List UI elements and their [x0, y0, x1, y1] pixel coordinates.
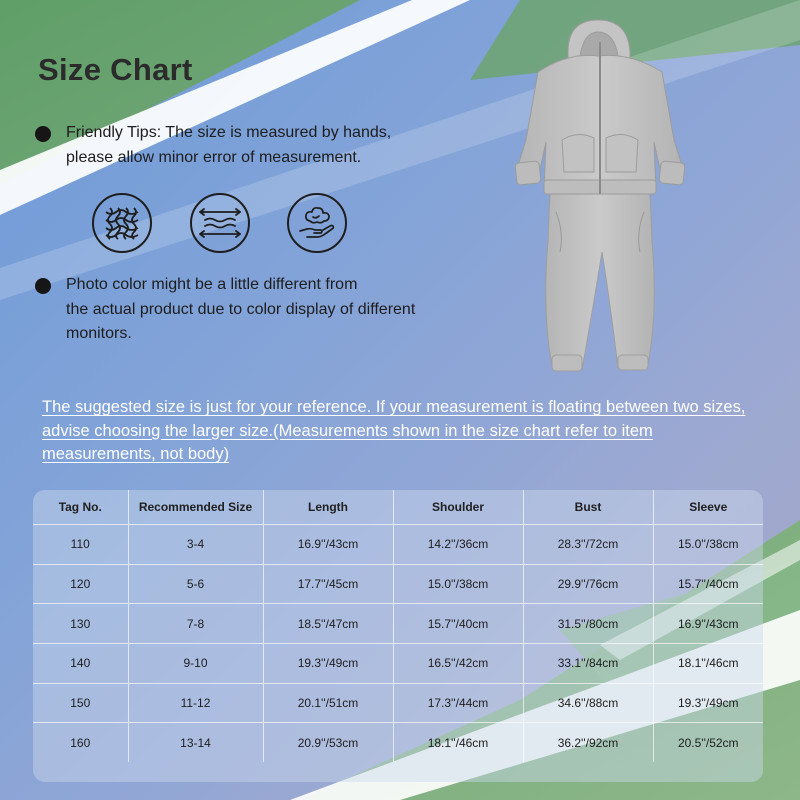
cell-recommended-size: 5-6	[128, 564, 263, 604]
tip-photo-color-text: Photo color might be a little different from the actual product due to color display of different monitors.	[66, 276, 416, 342]
cell-length: 17.7''/45cm	[263, 564, 393, 604]
table-row	[33, 525, 763, 565]
cell-length: 18.5''/47cm	[263, 604, 393, 644]
table-row	[33, 604, 763, 644]
cell-recommended-size: 7-8	[128, 604, 263, 644]
cell-shoulder: 17.3''/44cm	[393, 683, 523, 723]
cell-sleeve: 16.9''/43cm	[653, 604, 763, 644]
table-row	[33, 564, 763, 604]
cell-sleeve: 18.1''/46cm	[653, 644, 763, 684]
header-tag-no: Tag No.	[33, 490, 128, 525]
cell-tag-no: 130	[33, 604, 128, 644]
cell-tag-no: 120	[33, 564, 128, 604]
header-sleeve: Sleeve	[689, 500, 728, 514]
cotton-hand-icon	[287, 193, 347, 253]
cell-recommended-size: 9-10	[128, 644, 263, 684]
stretch-fabric-icon	[190, 193, 250, 253]
cell-bust: 31.5''/80cm	[523, 604, 653, 644]
cell-length: 20.1''/51cm	[263, 683, 393, 723]
cell-sleeve: 19.3''/49cm	[653, 683, 763, 723]
cell-bust: 28.3''/72cm	[523, 525, 653, 565]
bullet-icon	[35, 126, 51, 142]
cell-shoulder: 15.0''/38cm	[393, 564, 523, 604]
cell-bust: 29.9''/76cm	[523, 564, 653, 604]
header-recommended-size: Recommended Size	[128, 490, 263, 525]
cell-shoulder: 15.7''/40cm	[393, 604, 523, 644]
table-row	[33, 683, 763, 723]
cell-bust: 36.2''/92cm	[523, 723, 653, 762]
table-row	[33, 723, 763, 762]
cell-bust: 33.1''/84cm	[523, 644, 653, 684]
bullet-icon	[35, 278, 51, 294]
jogger-pants	[546, 192, 655, 371]
cell-sleeve: 15.0''/38cm	[653, 525, 763, 565]
cell-tag-no: 160	[33, 723, 128, 762]
tip-measurement-text: Friendly Tips: The size is measured by hands, please allow minor error of measurement.	[66, 124, 392, 166]
cell-bust: 34.6''/88cm	[523, 683, 653, 723]
mesh-fabric-icon	[92, 193, 152, 253]
cell-recommended-size: 3-4	[128, 525, 263, 565]
cell-tag-no: 150	[33, 683, 128, 723]
zip-hoodie	[515, 20, 685, 194]
cell-sleeve: 15.7''/40cm	[653, 564, 763, 604]
cell-shoulder: 16.5''/42cm	[393, 644, 523, 684]
page-title: Size Chart	[38, 52, 193, 87]
header-length: Length	[263, 490, 393, 525]
header-bust: Bust	[523, 490, 653, 525]
cell-recommended-size: 11-12	[128, 683, 263, 723]
header-shoulder: Shoulder	[393, 490, 523, 525]
cell-sleeve: 20.5''/52cm	[653, 723, 763, 762]
cell-shoulder: 14.2''/36cm	[393, 525, 523, 565]
cell-shoulder: 18.1''/46cm	[393, 723, 523, 762]
size-table	[33, 490, 763, 762]
cell-length: 19.3''/49cm	[263, 644, 393, 684]
tip-photo-color	[35, 273, 495, 347]
tip-measurement	[35, 121, 475, 170]
cell-length: 20.9''/53cm	[263, 723, 393, 762]
table-header-row	[33, 490, 763, 525]
cell-recommended-size: 13-14	[128, 723, 263, 762]
cell-tag-no: 140	[33, 644, 128, 684]
table-row	[33, 644, 763, 684]
size-suggestion-note: The suggested size is just for your reference. If your measurement is floating between two sizes, advise choosing the larger size.(Measurements shown in the size chart refer to item measurements, not body)	[42, 398, 746, 464]
product-image-hoodie-set	[498, 12, 708, 382]
cell-tag-no: 110	[33, 525, 128, 565]
cell-length: 16.9''/43cm	[263, 525, 393, 565]
